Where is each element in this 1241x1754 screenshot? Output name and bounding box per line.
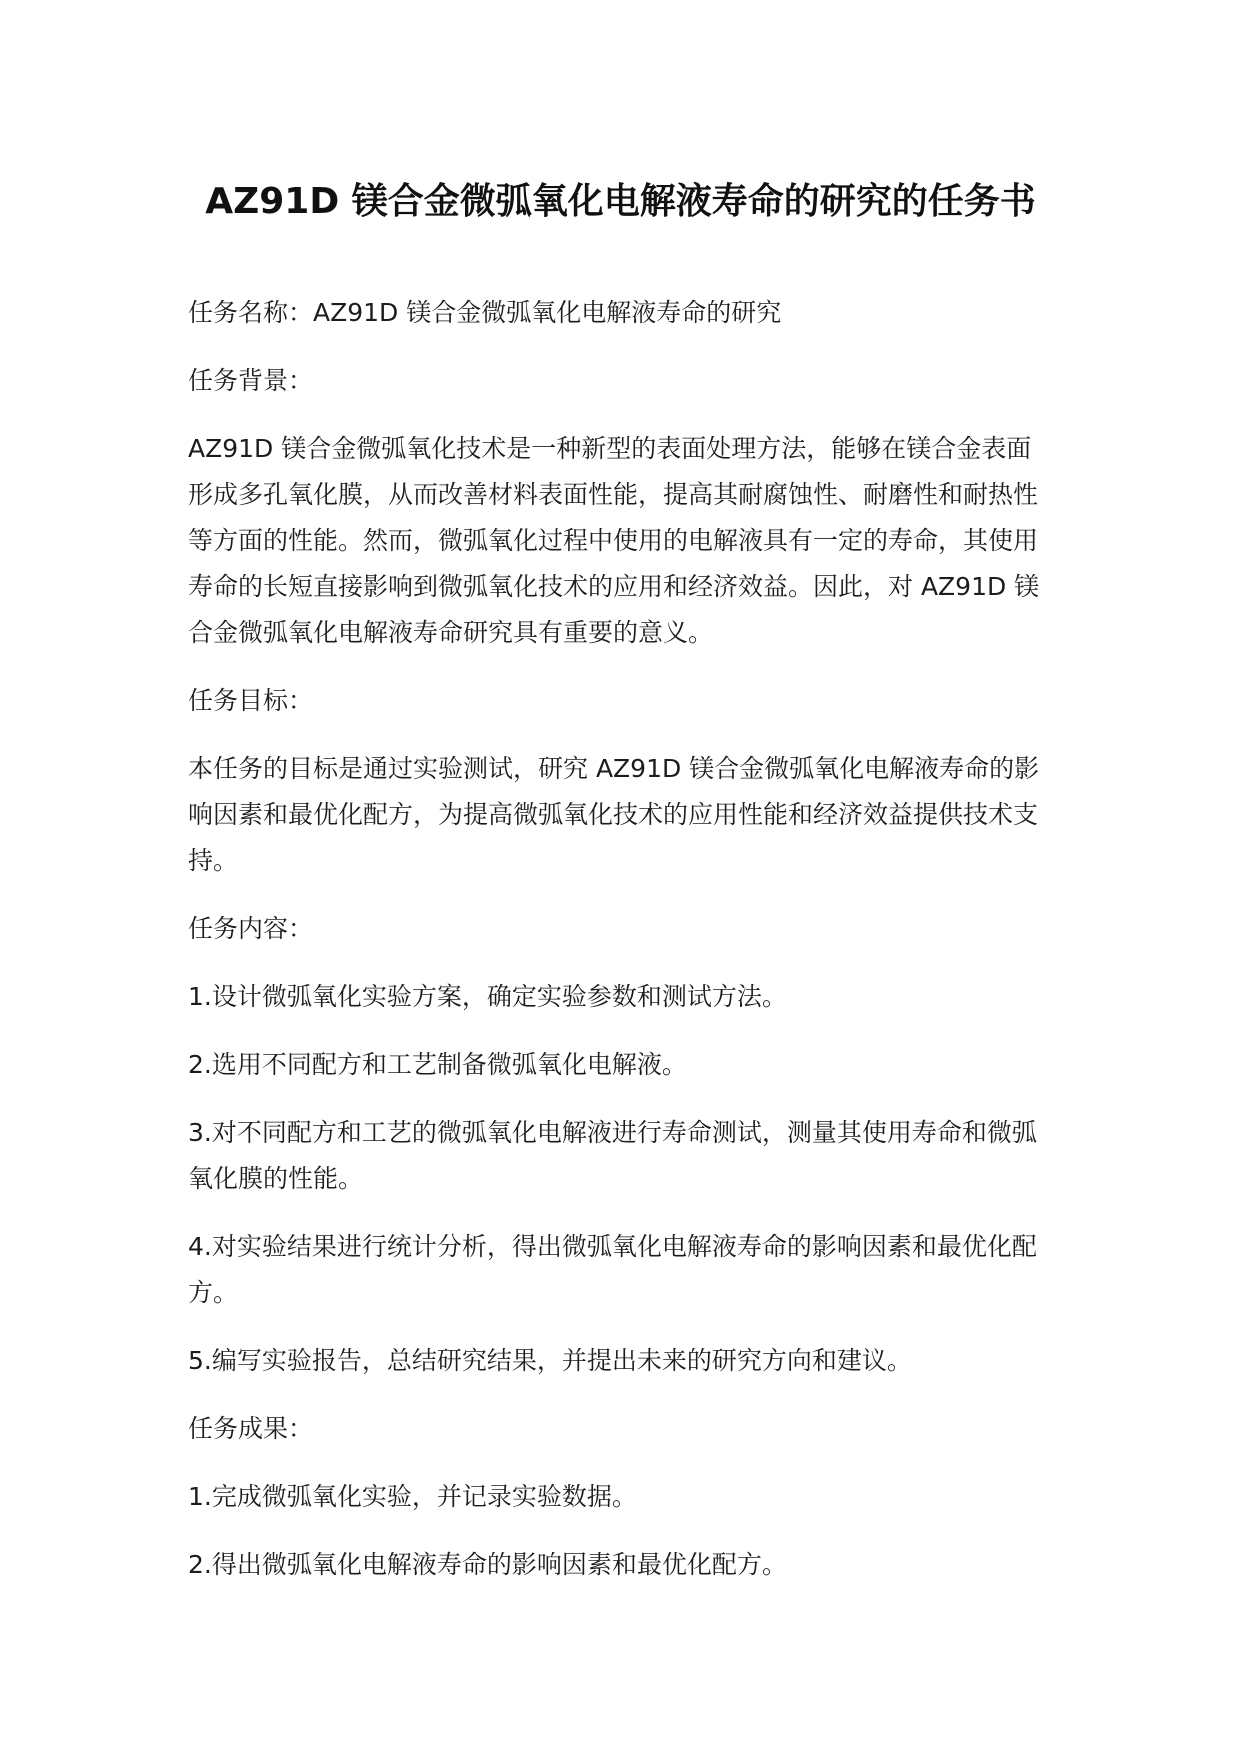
result-item-1: 1.完成微弧氧化实验，并记录实验数据。 [188,1482,637,1511]
document-title: AZ91D 镁合金微弧氧化电解液寿命的研究的任务书 [205,181,1036,222]
section-heading-results: 任务成果： [188,1414,314,1443]
content-item-3: 3.对不同配方和工艺的微弧氧化电解液进行寿命测试，测量其使用寿命和微弧氧化膜的性能。 [188,1118,1037,1193]
background-paragraph: AZ91D 镁合金微弧氧化技术是一种新型的表面处理方法，能够在镁合金表面形成多孔氧化膜，从而改善材料表面性能，提高其耐腐蚀性、耐磨性和耐热性等方面的性能。然而，微弧氧化过程中使用的电解液具有一定的寿命，其使用寿命的长短直接影响到微弧氧化技术的应用和经济效益。因此，对 AZ91D 镁合金微弧氧化电解液寿命研究具有重要的意义。 [188,434,1040,647]
content-item-5: 5.编写实验报告，总结研究结果，并提出未来的研究方向和建议。 [188,1346,912,1375]
content-item-4: 4.对实验结果进行统计分析，得出微弧氧化电解液寿命的影响因素和最优化配方。 [188,1232,1037,1307]
section-heading-goal: 任务目标： [188,686,314,715]
document-body [188,290,1054,1610]
task-name-line: 任务名称：AZ91D 镁合金微弧氧化电解液寿命的研究 [188,298,782,327]
section-heading-background: 任务背景： [188,366,314,395]
content-item-2: 2.选用不同配方和工艺制备微弧氧化电解液。 [188,1050,687,1079]
content-item-1: 1.设计微弧氧化实验方案，确定实验参数和测试方法。 [188,982,787,1011]
section-heading-content: 任务内容： [188,914,314,943]
goal-paragraph: 本任务的目标是通过实验测试，研究 AZ91D 镁合金微弧氧化电解液寿命的影响因素和最优化配方，为提高微弧氧化技术的应用性能和经济效益提供技术支持。 [188,754,1040,875]
result-item-2: 2.得出微弧氧化电解液寿命的影响因素和最优化配方。 [188,1550,787,1579]
